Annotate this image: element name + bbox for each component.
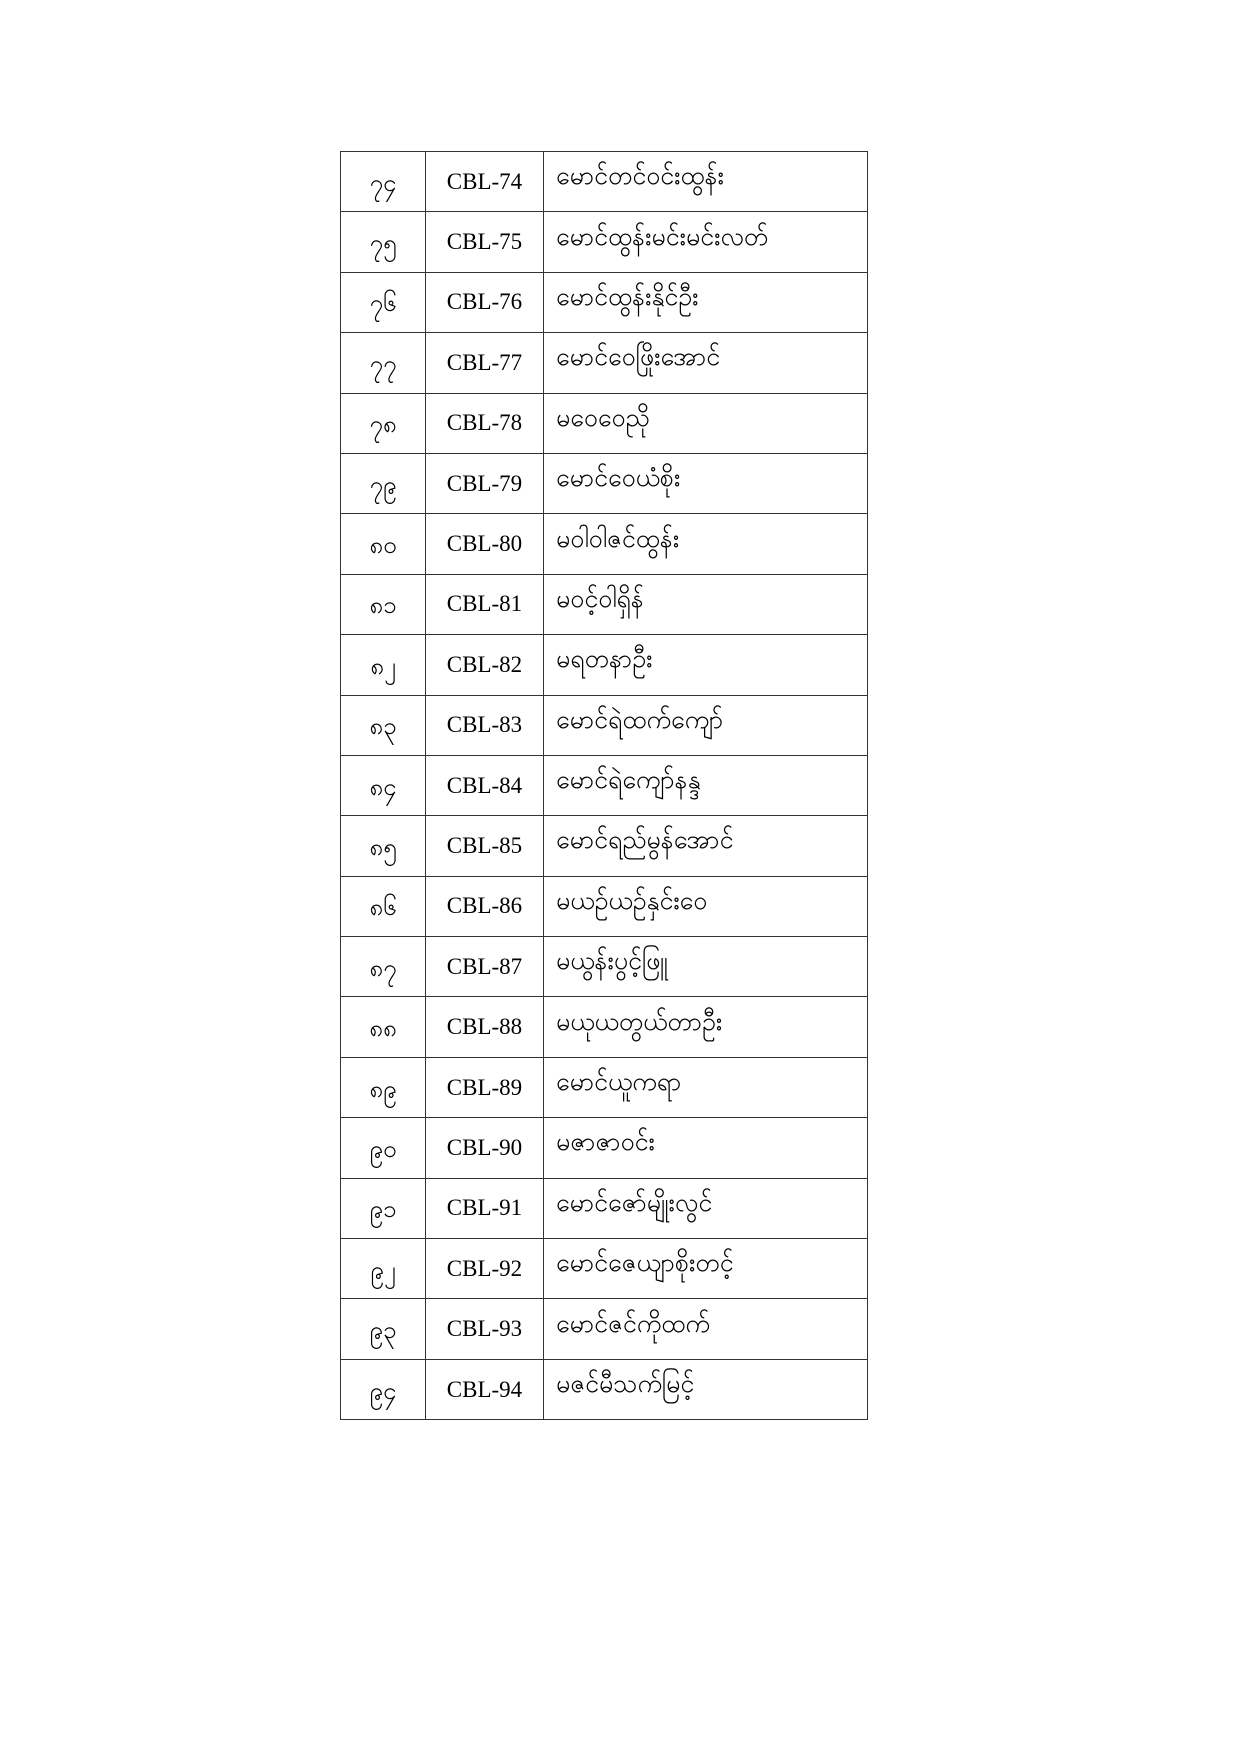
row-code: CBL-87 bbox=[426, 937, 544, 997]
row-code: CBL-89 bbox=[426, 1057, 544, 1117]
row-code: CBL-79 bbox=[426, 453, 544, 513]
table-row bbox=[341, 574, 868, 634]
row-number: ၈၈ bbox=[341, 997, 426, 1057]
row-name: မဇင်မီသက်မြင့် bbox=[544, 1359, 868, 1419]
row-number: ၉၄ bbox=[341, 1359, 426, 1419]
row-name: မဝါဝါဇင်ထွန်း bbox=[544, 514, 868, 574]
table-row bbox=[341, 1178, 868, 1238]
row-number: ၇၅ bbox=[341, 212, 426, 272]
row-number: ၇၆ bbox=[341, 272, 426, 332]
row-name: မယဉ်ယဉ်နှင်းဝေ bbox=[544, 876, 868, 936]
row-number: ၇၈ bbox=[341, 393, 426, 453]
row-code: CBL-94 bbox=[426, 1359, 544, 1419]
row-number: ၇၉ bbox=[341, 453, 426, 513]
row-name: မောင်ထွန်းနိုင်ဦး bbox=[544, 272, 868, 332]
row-name: မောင်ဇော်မျိုးလွင် bbox=[544, 1178, 868, 1238]
row-name: မောင်ဇေယျာစိုးတင့် bbox=[544, 1239, 868, 1299]
row-number: ၉၂ bbox=[341, 1239, 426, 1299]
table-row bbox=[341, 876, 868, 936]
table-row bbox=[341, 755, 868, 815]
row-code: CBL-92 bbox=[426, 1239, 544, 1299]
table-row bbox=[341, 212, 868, 272]
row-code: CBL-84 bbox=[426, 755, 544, 815]
table-row bbox=[341, 816, 868, 876]
row-number: ၈၄ bbox=[341, 755, 426, 815]
table-row bbox=[341, 393, 868, 453]
table-row bbox=[341, 272, 868, 332]
row-name: မောင်ရဲကျော်နန္ဒ bbox=[544, 755, 868, 815]
row-code: CBL-88 bbox=[426, 997, 544, 1057]
student-roster-table bbox=[340, 151, 868, 1420]
row-number: ၈၃ bbox=[341, 695, 426, 755]
row-code: CBL-82 bbox=[426, 635, 544, 695]
table-row bbox=[341, 1239, 868, 1299]
row-code: CBL-90 bbox=[426, 1118, 544, 1178]
row-name: မောင်တင်ဝင်းထွန်း bbox=[544, 152, 868, 212]
table-row bbox=[341, 1359, 868, 1419]
row-name: မဇာဇာဝင်း bbox=[544, 1118, 868, 1178]
row-code: CBL-93 bbox=[426, 1299, 544, 1359]
row-name: မဝင့်ဝါရှိန် bbox=[544, 574, 868, 634]
table-row bbox=[341, 997, 868, 1057]
row-number: ၈၂ bbox=[341, 635, 426, 695]
row-name: မယွန်းပွင့်ဖြူ bbox=[544, 937, 868, 997]
row-code: CBL-86 bbox=[426, 876, 544, 936]
row-number: ၈၇ bbox=[341, 937, 426, 997]
row-code: CBL-78 bbox=[426, 393, 544, 453]
row-number: ၈၁ bbox=[341, 574, 426, 634]
table-row bbox=[341, 1299, 868, 1359]
row-number: ၇၄ bbox=[341, 152, 426, 212]
row-name: မောင်ရည်မွန်အောင် bbox=[544, 816, 868, 876]
row-code: CBL-75 bbox=[426, 212, 544, 272]
row-code: CBL-83 bbox=[426, 695, 544, 755]
row-name: မရတနာဦး bbox=[544, 635, 868, 695]
row-number: ၈၀ bbox=[341, 514, 426, 574]
row-code: CBL-77 bbox=[426, 333, 544, 393]
table-row bbox=[341, 333, 868, 393]
row-number: ၉၀ bbox=[341, 1118, 426, 1178]
row-code: CBL-91 bbox=[426, 1178, 544, 1238]
row-name: မောင်ဝေယံစိုး bbox=[544, 453, 868, 513]
row-code: CBL-80 bbox=[426, 514, 544, 574]
table-row bbox=[341, 1057, 868, 1117]
row-number: ၉၃ bbox=[341, 1299, 426, 1359]
row-name: မောင်ထွန်းမင်းမင်းလတ် bbox=[544, 212, 868, 272]
table-row bbox=[341, 635, 868, 695]
row-name: မယုယတွယ်တာဦး bbox=[544, 997, 868, 1057]
table-row bbox=[341, 695, 868, 755]
table-row bbox=[341, 453, 868, 513]
row-code: CBL-76 bbox=[426, 272, 544, 332]
table-row bbox=[341, 514, 868, 574]
row-code: CBL-81 bbox=[426, 574, 544, 634]
row-code: CBL-85 bbox=[426, 816, 544, 876]
row-number: ၈၆ bbox=[341, 876, 426, 936]
row-number: ၈၉ bbox=[341, 1057, 426, 1117]
table-row bbox=[341, 1118, 868, 1178]
row-name: မောင်ဝေဖြိုးအောင် bbox=[544, 333, 868, 393]
row-number: ၉၁ bbox=[341, 1178, 426, 1238]
row-name: မောင်ရဲထက်ကျော် bbox=[544, 695, 868, 755]
table-row bbox=[341, 152, 868, 212]
table-row bbox=[341, 937, 868, 997]
row-number: ၈၅ bbox=[341, 816, 426, 876]
row-name: မဝေဝေညို bbox=[544, 393, 868, 453]
row-number: ၇၇ bbox=[341, 333, 426, 393]
row-code: CBL-74 bbox=[426, 152, 544, 212]
roster-body bbox=[341, 152, 868, 1420]
row-name: မောင်ယူကရာ bbox=[544, 1057, 868, 1117]
row-name: မောင်ဇင်ကိုထက် bbox=[544, 1299, 868, 1359]
